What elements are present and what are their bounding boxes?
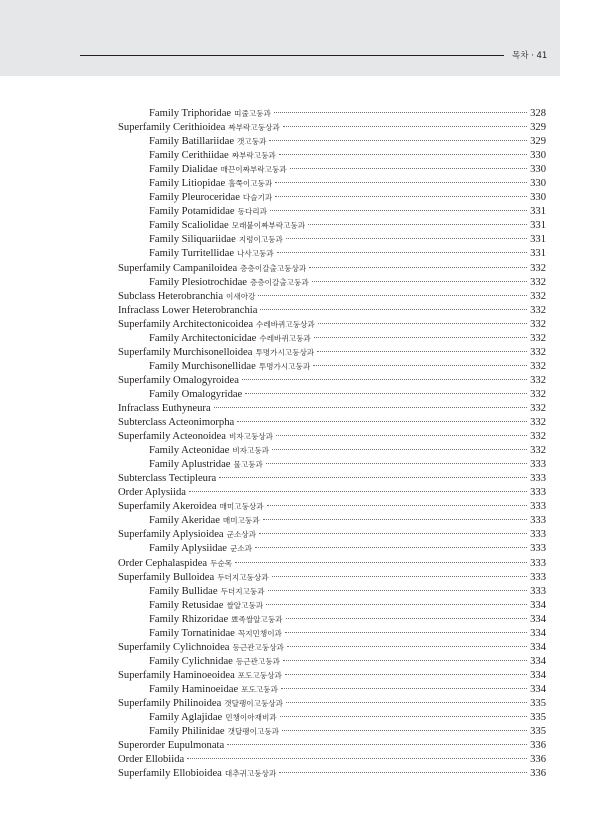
toc-entry-name: Family Philinidae bbox=[149, 726, 225, 738]
toc-entry[interactable] bbox=[118, 514, 546, 528]
toc-entry[interactable] bbox=[118, 360, 546, 374]
toc-entry-page-number: 334 bbox=[530, 655, 546, 667]
toc-entry-page-number: 335 bbox=[530, 712, 546, 724]
toc-entry-page-number: 330 bbox=[530, 178, 546, 190]
dot-leader bbox=[227, 744, 527, 745]
toc-entry-page-number: 334 bbox=[530, 613, 546, 625]
toc-entry-page-number: 331 bbox=[530, 206, 546, 218]
toc-entry-korean-name: 홀쭉이고둥과 bbox=[228, 179, 273, 189]
dot-leader bbox=[266, 604, 527, 605]
toc-entry-name: Family Murchisonellidae bbox=[149, 360, 256, 372]
toc-entry-page-number: 333 bbox=[530, 459, 546, 471]
dot-leader bbox=[317, 351, 527, 352]
toc-entry-korean-name: 꼭지민챙이과 bbox=[237, 628, 282, 638]
toc-entry[interactable] bbox=[118, 753, 546, 767]
toc-entry-page-number: 332 bbox=[530, 262, 546, 274]
toc-entry[interactable] bbox=[118, 613, 546, 627]
toc-entry[interactable] bbox=[118, 332, 546, 346]
toc-entry[interactable] bbox=[118, 739, 546, 753]
toc-entry-title bbox=[118, 416, 234, 430]
toc-entry[interactable] bbox=[118, 304, 546, 318]
toc-entry[interactable] bbox=[118, 247, 546, 261]
dot-leader bbox=[235, 562, 527, 563]
toc-entry-name: Family Acteonidae bbox=[149, 445, 230, 457]
toc-entry-page-number: 333 bbox=[530, 529, 546, 541]
dot-leader bbox=[214, 407, 527, 408]
toc-entry[interactable] bbox=[118, 219, 546, 233]
toc-entry-page-number: 332 bbox=[530, 360, 546, 372]
toc-entry-page-number: 334 bbox=[530, 669, 546, 681]
toc-entry-korean-name: 두순목 bbox=[210, 558, 233, 568]
toc-entry-page-number: 332 bbox=[530, 290, 546, 302]
toc-entry-name: Family Tornatinidae bbox=[149, 627, 235, 639]
toc-entry-name: Family Litiopidae bbox=[149, 178, 226, 190]
dot-leader bbox=[313, 365, 527, 366]
toc-entry[interactable] bbox=[118, 346, 546, 360]
toc-entry-name: Superfamily Acteonoidea bbox=[118, 431, 226, 443]
toc-entry-title bbox=[118, 641, 284, 655]
toc-entry-title bbox=[149, 613, 283, 627]
dot-leader bbox=[308, 224, 527, 225]
dot-leader bbox=[272, 449, 527, 450]
toc-entry[interactable] bbox=[118, 262, 546, 276]
toc-entry[interactable] bbox=[118, 500, 546, 514]
toc-entry-name: Superfamily Aplysioidea bbox=[118, 529, 224, 541]
toc-entry[interactable] bbox=[118, 430, 546, 444]
toc-entry[interactable] bbox=[118, 318, 546, 332]
toc-entry-name: Family Potamididae bbox=[149, 206, 235, 218]
toc-entry-korean-name: 물고둥과 bbox=[233, 460, 263, 470]
toc-entry-title bbox=[118, 739, 224, 753]
toc-entry-page-number: 329 bbox=[530, 122, 546, 134]
toc-entry-page-number: 332 bbox=[530, 332, 546, 344]
toc-entry-title bbox=[118, 697, 283, 711]
toc-entry-name: Order Cephalaspidea bbox=[118, 557, 208, 569]
toc-entry[interactable] bbox=[118, 472, 546, 486]
toc-entry-name: Family Pleuroceridae bbox=[149, 192, 240, 204]
dot-leader bbox=[255, 547, 527, 548]
header-band bbox=[0, 0, 560, 76]
dot-leader bbox=[285, 632, 527, 633]
toc-entry-page-number: 333 bbox=[530, 585, 546, 597]
dot-leader bbox=[272, 576, 528, 577]
toc-entry-name: Superfamily Philinoidea bbox=[118, 697, 222, 709]
toc-entry-page-number: 332 bbox=[530, 374, 546, 386]
toc-entry-name: Superfamily Cylichnoidea bbox=[118, 641, 230, 653]
toc-entry-page-number: 333 bbox=[530, 571, 546, 583]
toc-entry-page-number: 330 bbox=[530, 192, 546, 204]
toc-entry-title bbox=[118, 318, 315, 332]
toc-entry-korean-name: 짜부락고둥상과 bbox=[228, 123, 280, 133]
toc-entry-page-number: 332 bbox=[530, 346, 546, 358]
toc-entry-page-number: 332 bbox=[530, 445, 546, 457]
dot-leader bbox=[242, 379, 527, 380]
toc-entry-title bbox=[149, 233, 283, 247]
toc-entry-name: Family Haminoeidae bbox=[149, 683, 239, 695]
toc-entry-title bbox=[118, 500, 264, 514]
dot-leader bbox=[237, 421, 527, 422]
toc-entry-title bbox=[149, 360, 310, 374]
toc-entry-page-number: 335 bbox=[530, 697, 546, 709]
toc-entry[interactable] bbox=[118, 697, 546, 711]
dot-leader bbox=[283, 126, 527, 127]
dot-leader bbox=[258, 295, 527, 296]
toc-entry-name: Family Aplustridae bbox=[149, 459, 231, 471]
toc-entry-name: Family Architectonicidae bbox=[149, 332, 257, 344]
running-head: 목차 · 41 bbox=[512, 51, 548, 61]
dot-leader bbox=[275, 182, 527, 183]
toc-entry-title bbox=[149, 458, 263, 472]
toc-entry[interactable] bbox=[118, 416, 546, 430]
toc-entry-name: Superorder Eupulmonata bbox=[118, 740, 225, 752]
toc-entry-title bbox=[118, 557, 232, 571]
toc-entry[interactable] bbox=[118, 444, 546, 458]
toc-entry[interactable] bbox=[118, 233, 546, 247]
toc-entry-korean-name: 비자고둥과 bbox=[232, 446, 270, 456]
toc-entry-name: Infraclass Euthyneura bbox=[118, 402, 211, 414]
toc-entry[interactable] bbox=[118, 374, 546, 388]
toc-entry-title bbox=[149, 542, 252, 556]
toc-entry-title bbox=[149, 388, 242, 402]
toc-entry[interactable] bbox=[118, 205, 546, 219]
toc-entry-korean-name: 갯달팽이고둥과 bbox=[227, 727, 279, 737]
toc-entry-page-number: 332 bbox=[530, 318, 546, 330]
toc-entry-korean-name: 동다리과 bbox=[237, 207, 267, 217]
dot-leader bbox=[286, 238, 527, 239]
toc-entry[interactable] bbox=[118, 627, 546, 641]
toc-entry-title bbox=[118, 571, 269, 585]
toc-entry-name: Family Turritellidae bbox=[149, 248, 235, 260]
toc-entry-korean-name: 층층이갈출고둥과 bbox=[249, 277, 309, 287]
toc-entry-name: Family Aglajidae bbox=[149, 712, 223, 724]
toc-entry-title bbox=[149, 627, 282, 641]
toc-entry[interactable] bbox=[118, 290, 546, 304]
toc-entry-page-number: 330 bbox=[530, 164, 546, 176]
toc-entry-name: Superfamily Cerithioidea bbox=[118, 122, 226, 134]
toc-entry-korean-name: 층층이갈출고둥상과 bbox=[240, 263, 307, 273]
dot-leader bbox=[269, 140, 527, 141]
toc-entry-title bbox=[149, 247, 274, 261]
dot-leader bbox=[277, 252, 527, 253]
toc-entry-page-number: 333 bbox=[530, 487, 546, 499]
toc-entry-korean-name: 비자고둥상과 bbox=[228, 432, 273, 442]
toc-entry-name: Family Batillariidae bbox=[149, 136, 235, 148]
toc-entry-name: Superfamily Campaniloidea bbox=[118, 262, 238, 274]
dot-leader bbox=[287, 646, 527, 647]
toc-entry-page-number: 329 bbox=[530, 136, 546, 148]
toc-entry-korean-name: 포도고둥과 bbox=[241, 684, 278, 694]
toc-entry[interactable] bbox=[118, 767, 546, 781]
toc-entry-page-number: 333 bbox=[530, 515, 546, 527]
dot-leader bbox=[275, 196, 527, 197]
toc-entry-title bbox=[118, 753, 184, 767]
toc-entry-korean-name: 투명가시고둥과 bbox=[258, 361, 311, 371]
toc-entry-korean-name: 매미고둥상과 bbox=[219, 502, 264, 512]
toc-entry-korean-name: 이새아강 bbox=[226, 291, 256, 301]
toc-entry-korean-name: 투명가시고둥상과 bbox=[255, 347, 315, 357]
toc-entry-title bbox=[149, 599, 263, 613]
toc-entry-name: Family Omalogyridae bbox=[149, 388, 243, 400]
dot-leader bbox=[282, 730, 527, 731]
dot-leader bbox=[219, 477, 527, 478]
toc-entry[interactable] bbox=[118, 402, 546, 416]
toc-entry[interactable] bbox=[118, 599, 546, 613]
toc-entry-title bbox=[118, 304, 257, 318]
toc-entry-name: Superfamily Ellobioidea bbox=[118, 768, 222, 780]
toc-entry-page-number: 328 bbox=[530, 108, 546, 119]
toc-entry-page-number: 336 bbox=[530, 768, 546, 780]
dot-leader bbox=[187, 758, 527, 759]
toc-entry-title bbox=[118, 402, 211, 416]
toc-entry-title bbox=[149, 107, 271, 121]
toc-entry-title bbox=[118, 374, 239, 388]
dot-leader bbox=[283, 660, 527, 661]
toc-entry-page-number: 333 bbox=[530, 473, 546, 485]
toc-entry-name: Superfamily Omalogyroidea bbox=[118, 374, 239, 386]
toc-entry-name: Family Bullidae bbox=[149, 585, 218, 597]
toc-entry-title bbox=[118, 486, 186, 500]
toc-entry-korean-name: 매미고둥과 bbox=[222, 516, 260, 526]
toc-entry-korean-name: 갯고둥과 bbox=[237, 137, 267, 147]
toc-entry-title bbox=[118, 528, 256, 542]
toc-entry[interactable] bbox=[118, 669, 546, 683]
dot-leader bbox=[285, 674, 527, 675]
dot-leader bbox=[266, 463, 527, 464]
toc-entry-name: Family Dialidae bbox=[149, 164, 218, 176]
toc-entry-name: Family Plesiotrochidae bbox=[149, 276, 247, 288]
toc-entry-page-number: 335 bbox=[530, 726, 546, 738]
toc-entry-korean-name: 수레바퀴고둥상과 bbox=[256, 319, 315, 329]
toc-entry[interactable] bbox=[118, 191, 546, 205]
toc-entry[interactable] bbox=[118, 458, 546, 472]
toc-entry-title bbox=[149, 711, 277, 725]
dot-leader bbox=[268, 590, 528, 591]
toc-entry-korean-name: 민챙이아재비과 bbox=[225, 713, 277, 723]
toc-entry-korean-name: 매끈이짜부락고둥과 bbox=[220, 165, 287, 175]
toc-entry-name: Superfamily Haminoeoidea bbox=[118, 669, 235, 681]
toc-entry[interactable] bbox=[118, 107, 546, 121]
toc-entry-korean-name: 대추귀고둥상과 bbox=[224, 769, 277, 779]
toc-entry[interactable] bbox=[118, 711, 546, 725]
toc-entry-korean-name: 군소상과 bbox=[226, 530, 256, 540]
dot-leader bbox=[279, 772, 527, 773]
toc-entry-title bbox=[149, 683, 278, 697]
dot-leader bbox=[274, 112, 527, 113]
toc-entry-page-number: 334 bbox=[530, 599, 546, 611]
toc-entry-title bbox=[118, 430, 273, 444]
dot-leader bbox=[263, 519, 528, 520]
toc-entry-page-number: 334 bbox=[530, 641, 546, 653]
toc-entry-title bbox=[149, 585, 265, 599]
toc-entry-title bbox=[149, 163, 287, 177]
toc-entry-korean-name: 지렁이고둥과 bbox=[238, 235, 283, 245]
toc-entry-title bbox=[149, 655, 280, 669]
toc-entry-name: Superfamily Akeroidea bbox=[118, 501, 217, 513]
toc-entry-page-number: 333 bbox=[530, 501, 546, 513]
toc-entry-korean-name: 등근관고둥상과 bbox=[232, 642, 284, 652]
toc-entry-name: Family Cerithiidae bbox=[149, 150, 229, 162]
dot-leader bbox=[245, 393, 527, 394]
toc-entry-name: Subclass Heterobranchia bbox=[118, 290, 224, 302]
toc-entry[interactable] bbox=[118, 557, 546, 571]
dot-leader bbox=[267, 505, 528, 506]
toc-entry-title bbox=[149, 276, 309, 290]
toc-entry-title bbox=[118, 767, 276, 781]
table-of-contents bbox=[118, 107, 546, 781]
toc-entry-korean-name: 모래붙이짜부락고둥과 bbox=[231, 221, 306, 231]
dot-leader bbox=[312, 281, 527, 282]
dot-leader bbox=[270, 210, 527, 211]
toc-entry-title bbox=[118, 290, 255, 304]
toc-entry-page-number: 333 bbox=[530, 543, 546, 555]
toc-entry-page-number: 331 bbox=[530, 220, 546, 232]
toc-entry-page-number: 331 bbox=[530, 234, 546, 246]
toc-entry-title bbox=[118, 121, 280, 135]
toc-entry-page-number: 332 bbox=[530, 417, 546, 429]
dot-leader bbox=[189, 491, 527, 492]
toc-entry[interactable] bbox=[118, 388, 546, 402]
toc-entry-title bbox=[149, 514, 260, 528]
dot-leader bbox=[276, 435, 527, 436]
header-rule bbox=[80, 55, 504, 56]
toc-entry-page-number: 331 bbox=[530, 248, 546, 260]
toc-entry-korean-name: 띠줄고둥과 bbox=[234, 109, 271, 118]
toc-entry-page-number: 336 bbox=[530, 754, 546, 766]
toc-entry-name: Family Retusidae bbox=[149, 599, 224, 611]
toc-entry-page-number: 334 bbox=[530, 683, 546, 695]
toc-entry[interactable] bbox=[118, 683, 546, 697]
toc-entry[interactable] bbox=[118, 528, 546, 542]
toc-entry-page-number: 332 bbox=[530, 304, 546, 316]
toc-entry-korean-name: 짜부락고둥과 bbox=[231, 151, 276, 161]
toc-entry-korean-name: 등근관고둥과 bbox=[235, 656, 280, 666]
toc-entry-name: Family Rhizoridae bbox=[149, 613, 229, 625]
toc-entry-title bbox=[149, 205, 267, 219]
toc-entry-title bbox=[118, 472, 216, 486]
toc-entry-title bbox=[149, 725, 279, 739]
dot-leader bbox=[290, 168, 528, 169]
dot-leader bbox=[280, 716, 527, 717]
toc-entry-name: Subterclass Acteonimorpha bbox=[118, 417, 235, 429]
toc-entry-page-number: 332 bbox=[530, 276, 546, 288]
toc-entry-name: Family Aplysiidae bbox=[149, 543, 227, 555]
dot-leader bbox=[309, 267, 527, 268]
toc-entry[interactable] bbox=[118, 486, 546, 500]
toc-entry-korean-name: 두더지고둥과 bbox=[220, 586, 265, 596]
toc-entry[interactable] bbox=[118, 725, 546, 739]
toc-entry[interactable] bbox=[118, 149, 546, 163]
toc-entry-korean-name: 다슬기과 bbox=[242, 193, 273, 203]
toc-entry[interactable] bbox=[118, 121, 546, 135]
toc-entry-title bbox=[149, 444, 269, 458]
toc-entry-name: Family Siliquariidae bbox=[149, 234, 236, 246]
toc-entry-korean-name: 나사고둥과 bbox=[237, 249, 274, 259]
toc-entry-name: Superfamily Bulloidea bbox=[118, 571, 215, 583]
toc-entry-title bbox=[149, 135, 266, 149]
toc-entry-title bbox=[149, 332, 311, 346]
toc-entry[interactable] bbox=[118, 135, 546, 149]
toc-entry-page-number: 334 bbox=[530, 627, 546, 639]
toc-entry-korean-name: 두더지고둥상과 bbox=[217, 572, 269, 582]
toc-entry[interactable] bbox=[118, 655, 546, 669]
toc-entry-name: Superfamily Architectonicoidea bbox=[118, 318, 254, 330]
toc-entry[interactable] bbox=[118, 542, 546, 556]
dot-leader bbox=[281, 688, 527, 689]
toc-entry-page-number: 336 bbox=[530, 740, 546, 752]
toc-entry-page-number: 332 bbox=[530, 388, 546, 400]
toc-entry-name: Family Triphoridae bbox=[149, 108, 232, 119]
dot-leader bbox=[314, 337, 527, 338]
toc-entry[interactable] bbox=[118, 177, 546, 191]
toc-entry[interactable] bbox=[118, 641, 546, 655]
toc-entry[interactable] bbox=[118, 276, 546, 290]
toc-entry[interactable] bbox=[118, 163, 546, 177]
toc-entry-name: Family Akeridae bbox=[149, 515, 220, 527]
dot-leader bbox=[260, 309, 527, 310]
toc-entry-page-number: 332 bbox=[530, 431, 546, 443]
toc-entry-name: Family Scaliolidae bbox=[149, 220, 229, 232]
toc-entry-title bbox=[149, 177, 272, 191]
toc-entry-korean-name: 포도고둥상과 bbox=[237, 670, 282, 680]
toc-entry-page-number: 330 bbox=[530, 150, 546, 162]
toc-entry-name: Order Aplysiida bbox=[118, 487, 186, 499]
toc-entry-korean-name: 수레바퀴고둥과 bbox=[259, 333, 311, 343]
toc-entry-name: Family Cylichnidae bbox=[149, 655, 233, 667]
toc-entry-korean-name: 뾰족쌀알고둥과 bbox=[231, 614, 283, 624]
toc-entry-name: Order Ellobiida bbox=[118, 754, 185, 766]
toc-entry-name: Superfamily Murchisonelloidea bbox=[118, 346, 253, 358]
toc-entry-title bbox=[118, 669, 282, 683]
dot-leader bbox=[286, 618, 528, 619]
toc-entry-korean-name: 군소과 bbox=[229, 544, 252, 554]
toc-entry-page-number: 332 bbox=[530, 402, 546, 414]
toc-entry-title bbox=[118, 262, 306, 276]
toc-entry[interactable] bbox=[118, 571, 546, 585]
toc-entry-title bbox=[149, 219, 305, 233]
dot-leader bbox=[286, 702, 527, 703]
toc-entry-title bbox=[149, 191, 272, 205]
toc-entry-name: Infraclass Lower Heterobranchia bbox=[118, 304, 258, 316]
toc-entry-title bbox=[118, 346, 314, 360]
toc-entry-korean-name: 갯달팽이고둥상과 bbox=[224, 698, 283, 708]
toc-entry-name: Subterclass Tectipleura bbox=[118, 473, 217, 485]
toc-entry[interactable] bbox=[118, 585, 546, 599]
toc-entry-korean-name: 쌀알고둥과 bbox=[226, 600, 264, 610]
toc-entry-page-number: 333 bbox=[530, 557, 546, 569]
dot-leader bbox=[259, 533, 527, 534]
dot-leader bbox=[318, 323, 527, 324]
toc-entry-title bbox=[149, 149, 276, 163]
dot-leader bbox=[279, 154, 527, 155]
